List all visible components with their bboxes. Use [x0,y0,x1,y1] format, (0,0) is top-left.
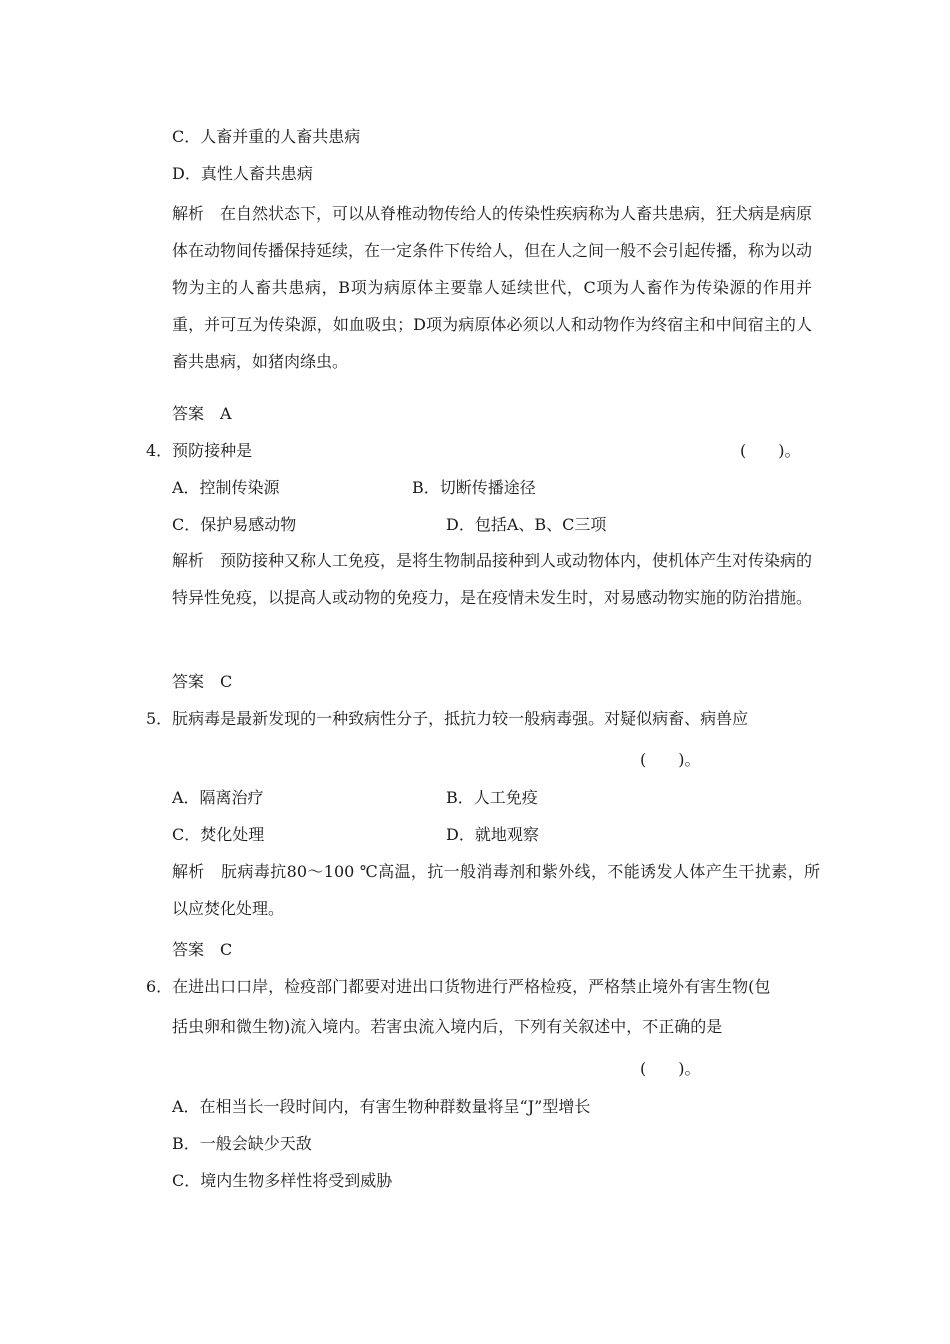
q5-option-a: A．隔离治疗 [172,788,264,807]
q3-option-d: D．真性人畜共患病 [172,164,313,183]
q5-analysis: 解析 朊病毒抗80～100 ℃高温，抗一般消毒剂和紫外线，不能诱发人体产生干扰素，所以应焚化处理。 [172,862,820,918]
q4-answer: 答案 C [172,672,233,691]
q6-option-c: C．境内生物多样性将受到威胁 [172,1171,393,1190]
q6-stem-line-2: 括虫卵和微生物)流入境内。若害虫流入境内后，下列有关叙述中，不正确的是 [172,1017,723,1036]
q4-analysis: 解析 预防接种又称人工免疫，是将生物制品接种到人或动物体内，使机体产生对传染病的特异性免疫，以提高人或动物的免疫力，是在疫情未发生时，对易感动物实施的防治措施。 [172,551,813,607]
q4-stem: 4．预防接种是 [146,441,253,460]
q6-option-a: A．在相当长一段时间内，有害生物种群数量将呈“J”型增长 [172,1097,591,1116]
q4-answer-blank: ( )。 [740,441,801,460]
q6-option-b: B．一般会缺少天敌 [172,1134,312,1153]
q3-option-c: C．人畜并重的人畜共患病 [172,127,361,146]
q4-option-d: D．包括A、B、C三项 [446,515,607,534]
q6-stem-line-1: 6．在进出口口岸，检疫部门都要对进出口货物进行严格检疫，严格禁止境外有害生物(包 [146,977,771,996]
q4-option-b: B．切断传播途径 [412,478,536,497]
q5-option-b: B．人工免疫 [446,788,538,807]
q5-stem: 5．朊病毒是最新发现的一种致病性分子，抵抗力较一般病毒强。对疑似病畜、病兽应 [146,709,749,728]
q5-answer: 答案 C [172,940,233,959]
q6-answer-blank: ( )。 [640,1059,701,1078]
q5-answer-blank: ( )。 [640,750,701,769]
q5-option-d: D．就地观察 [446,825,539,844]
q4-option-a: A．控制传染源 [172,478,280,497]
q3-analysis: 解析 在自然状态下，可以从脊椎动物传给人的传染性疾病称为人畜共患病，狂犬病是病原体在动物间传播保持延续，在一定条件下传给人，但在人之间一般不会引起传播，称为以动物为主的人畜共患病，B项为病原体主要靠人延续世代，C项为人畜作为传染源的作用并重，并可互为传染源，如血吸虫；D项为病原体必须以人和动物作为终宿主和中间宿主的人畜共患病，如猪肉绦虫。 [172,204,813,371]
q3-answer: 答案 A [172,404,232,423]
q5-option-c: C．焚化处理 [172,825,265,844]
q4-option-c: C．保护易感动物 [172,515,297,534]
